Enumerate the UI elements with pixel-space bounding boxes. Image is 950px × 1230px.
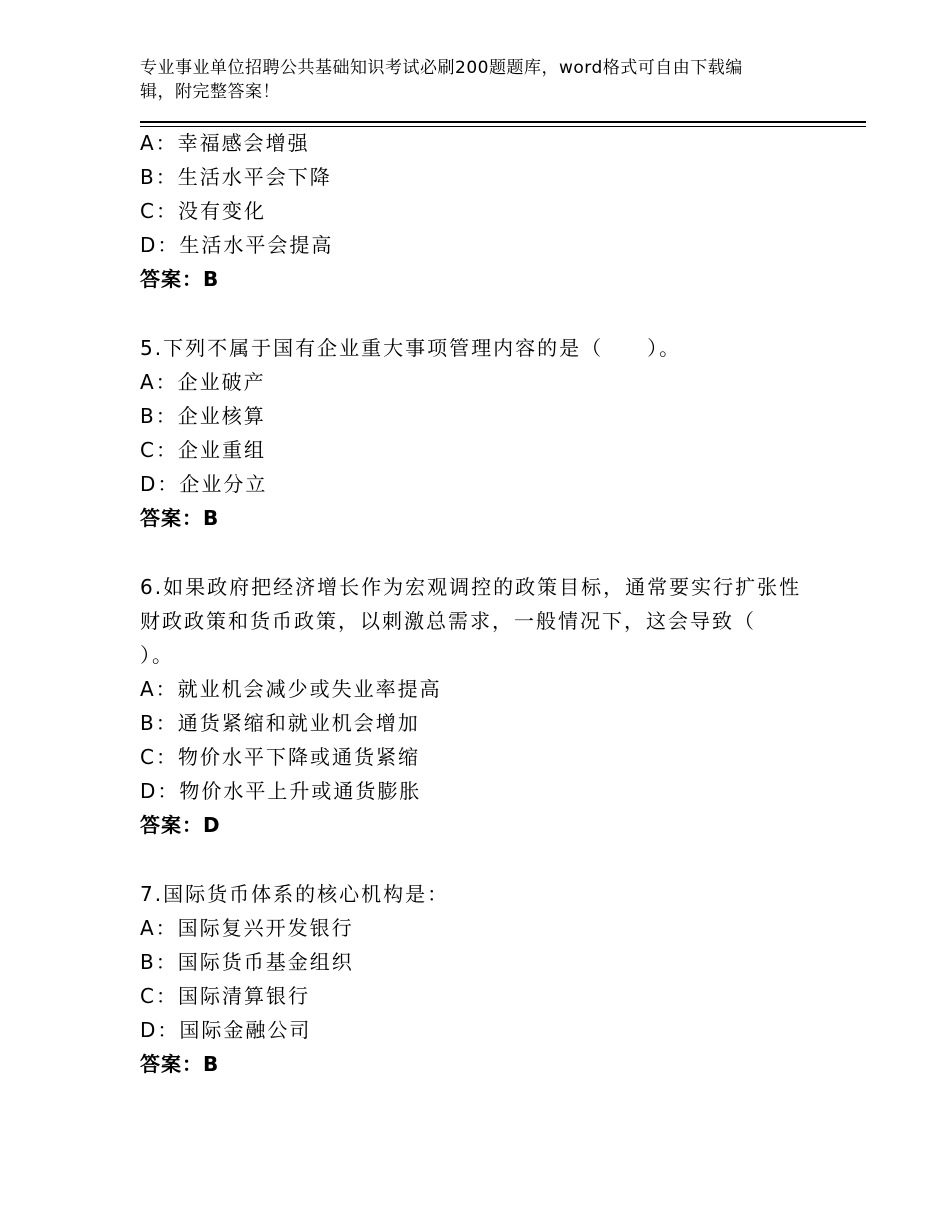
q7-answer: 答案：B [140, 1052, 220, 1076]
q4-option-c: C：没有变化 [140, 199, 266, 223]
q7-option-a: A：国际复兴开发银行 [140, 916, 354, 940]
q5-option-a: A：企业破产 [140, 370, 266, 394]
q4-answer: 答案：B [140, 267, 220, 291]
q4-option-a: A：幸福感会增强 [140, 131, 310, 155]
q6-option-b: B：通货紧缩和就业机会增加 [140, 711, 420, 735]
q5-option-d: D：企业分立 [140, 472, 268, 496]
q6-option-a: A：就业机会减少或失业率提高 [140, 677, 442, 701]
q6-stem-line-1: 6.如果政府把经济增长作为宏观调控的政策目标，通常要实行扩张性 [140, 575, 802, 599]
header-line-2: 辑，附完整答案！ [140, 82, 280, 102]
q7-option-c: C：国际清算银行 [140, 984, 310, 1008]
q5-option-b: B：企业核算 [140, 404, 266, 428]
q6-stem-line-2: 财政政策和货币政策，以刺激总需求，一般情况下，这会导致（ [140, 609, 756, 633]
q4-option-b: B：生活水平会下降 [140, 165, 332, 189]
q5-option-c: C：企业重组 [140, 438, 266, 462]
q5-stem: 5.下列不属于国有企业重大事项管理内容的是（ ）。 [140, 336, 682, 360]
q6-stem-line-3: ）。 [140, 643, 174, 667]
q5-answer: 答案：B [140, 506, 220, 530]
q7-option-b: B：国际货币基金组织 [140, 950, 354, 974]
q4-option-d: D：生活水平会提高 [140, 233, 334, 257]
q6-answer: 答案：D [140, 813, 221, 837]
header-rule-thick [140, 121, 866, 123]
q6-option-c: C：物价水平下降或通货紧缩 [140, 745, 420, 769]
q7-stem: 7.国际货币体系的核心机构是： [140, 882, 450, 906]
page-header [140, 56, 800, 104]
header-line-1: 专业事业单位招聘公共基础知识考试必刷200题题库，word格式可自由下载编 [140, 58, 743, 78]
q7-option-d: D：国际金融公司 [140, 1018, 312, 1042]
q6-option-d: D：物价水平上升或通货膨胀 [140, 779, 422, 803]
